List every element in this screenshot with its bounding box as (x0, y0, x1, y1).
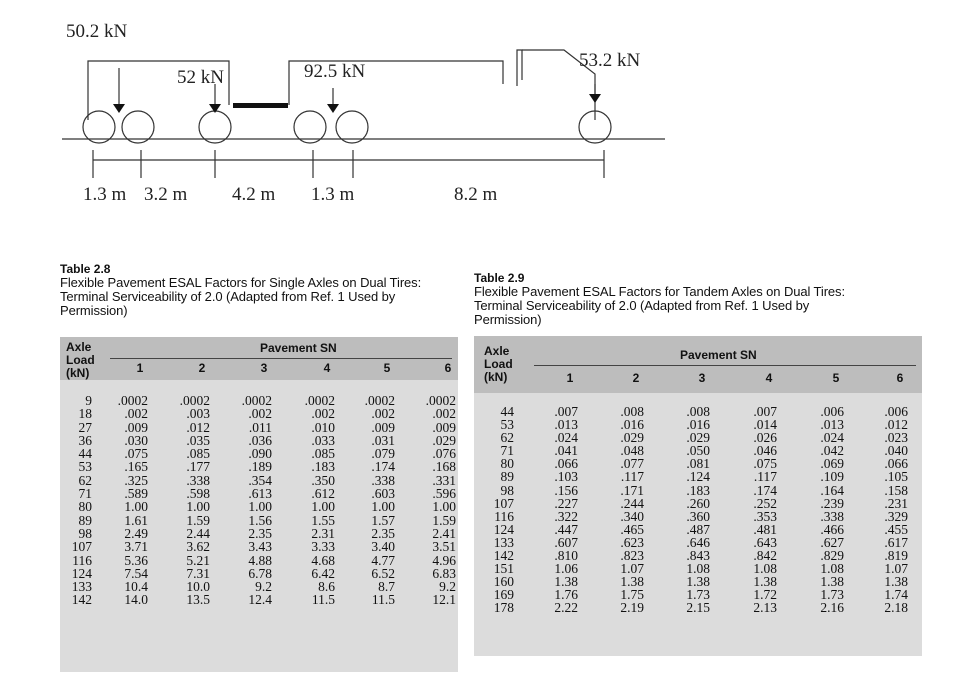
esal-factor-cell: .002 (124, 406, 148, 422)
esal-factor-cell: .338 (186, 472, 210, 488)
esal-factor-cell: .077 (620, 456, 644, 472)
esal-factor-cell: 1.38 (686, 574, 710, 590)
esal-factor-cell: .0002 (179, 393, 210, 408)
esal-factor-cell: 9.2 (255, 579, 272, 595)
esal-factor-cell: .156 (554, 482, 578, 498)
esal-factor-cell: .066 (554, 456, 578, 472)
esal-factor-cell: 8.6 (318, 579, 335, 595)
esal-factor-cell: .046 (753, 443, 777, 459)
esal-factor-cell: .0002 (241, 393, 272, 408)
axle-load-cell: 80 (78, 499, 92, 515)
esal-factor-cell: 1.75 (620, 587, 644, 603)
esal-factor-cell: .627 (820, 534, 844, 550)
sn-column-header: 1 (136, 361, 144, 375)
esal-factor-cell: .008 (686, 404, 710, 419)
esal-factor-cell: 5.36 (124, 552, 148, 568)
esal-factor-cell: .031 (371, 432, 395, 448)
esal-factor-cell: .354 (248, 472, 272, 488)
esal-factor-cell: .465 (620, 521, 644, 537)
esal-factor-cell: 11.5 (371, 592, 395, 608)
esal-factor-cell: .165 (124, 459, 148, 475)
arrow-head-1 (113, 104, 125, 113)
esal-factor-cell: 7.54 (124, 565, 148, 581)
load-label-1: 50.2 kN (66, 21, 128, 42)
esal-factor-cell: 9.2 (439, 579, 456, 595)
esal-factor-cell: .109 (820, 469, 844, 485)
esal-factor-cell: 6.42 (311, 565, 335, 581)
esal-factor-cell: .035 (186, 432, 210, 448)
esal-factor-cell: .338 (371, 472, 395, 488)
esal-factor-cell: .231 (884, 495, 908, 511)
axle-load-cell: 9 (85, 393, 92, 408)
esal-factor-cell: .075 (753, 456, 777, 472)
esal-factor-cell: 13.5 (186, 592, 210, 608)
esal-factor-cell: .013 (820, 417, 844, 433)
axle-load-cell: 89 (78, 512, 92, 528)
esal-factor-cell: .171 (620, 482, 644, 498)
sn-column-header: 6 (896, 371, 904, 385)
esal-factor-cell: .009 (124, 419, 148, 435)
header-rule (534, 365, 916, 366)
esal-factor-cell: .589 (124, 486, 148, 502)
esal-factor-cell: 1.38 (820, 574, 844, 590)
table-2-8 (60, 262, 456, 318)
esal-factor-cell: 12.4 (248, 592, 272, 608)
wheel-1 (83, 111, 115, 143)
esal-factor-cell: 1.07 (884, 561, 908, 577)
esal-factor-cell: 1.56 (248, 512, 272, 528)
esal-factor-cell: .481 (753, 521, 777, 537)
table-caption-line-2: Terminal Serviceability of 2.0 (Adapted from Ref. 1 Used by (60, 289, 396, 304)
table-number: Table 2.9 (474, 271, 525, 285)
esal-factor-cell: 1.08 (820, 561, 844, 577)
table-caption-line-3: Permission) (60, 303, 128, 318)
esal-factor-cell: .006 (884, 404, 908, 419)
esal-factor-cell: 6.83 (432, 565, 456, 581)
esal-factor-cell: 1.76 (554, 587, 578, 603)
esal-factor-cell: 1.55 (311, 512, 335, 528)
esal-factor-cell: 2.16 (820, 600, 844, 616)
load-label-3: 92.5 kN (304, 61, 366, 82)
esal-factor-cell: .117 (753, 469, 777, 485)
esal-factor-cell: 14.0 (124, 592, 148, 608)
esal-factor-cell: .029 (432, 432, 456, 448)
axle-load-cell: 62 (78, 472, 92, 488)
sn-column-header: 3 (698, 371, 706, 385)
esal-factor-cell: 10.0 (186, 579, 210, 595)
axle-load-cell: 71 (78, 486, 92, 502)
esal-factor-cell: .124 (686, 469, 710, 485)
esal-factor-cell: .012 (884, 417, 908, 433)
esal-factor-cell: .607 (554, 534, 578, 550)
esal-factor-cell: .016 (620, 417, 644, 433)
esal-factor-cell: 1.38 (753, 574, 777, 590)
esal-factor-cell: .174 (753, 482, 777, 498)
axle-load-cell: 107 (71, 539, 92, 555)
esal-factor-cell: .0002 (117, 393, 148, 408)
esal-factor-cell: 1.00 (248, 499, 272, 515)
esal-factor-cell: 2.49 (124, 525, 148, 541)
esal-factor-cell: .183 (311, 459, 335, 475)
esal-factor-cell: .360 (686, 508, 710, 524)
axle-load-cell: 133 (71, 579, 92, 595)
esal-factor-cell: .085 (311, 446, 335, 462)
esal-factor-cell: .009 (371, 419, 395, 435)
axle-load-cell: 44 (500, 404, 514, 419)
esal-factor-cell: 11.5 (311, 592, 335, 608)
arrow-head-3 (327, 104, 339, 113)
esal-factor-cell: .353 (753, 508, 777, 524)
esal-factor-cell: 2.15 (686, 600, 710, 616)
load-label-2: 52 kN (177, 67, 224, 88)
esal-factor-cell: 2.31 (311, 525, 335, 541)
esal-factor-cell: .069 (820, 456, 844, 472)
esal-factor-cell: .0002 (304, 393, 335, 408)
esal-factor-cell: 3.43 (248, 539, 272, 555)
esal-factor-cell: .0002 (425, 393, 456, 408)
sn-column-header: 2 (632, 371, 640, 385)
esal-factor-cell: .260 (686, 495, 710, 511)
esal-factor-cell: .050 (686, 443, 710, 459)
esal-factor-cell: .105 (884, 469, 908, 485)
arrow-head-4 (589, 94, 601, 103)
esal-factor-cell: .002 (311, 406, 335, 422)
esal-factor-cell: 2.35 (248, 525, 272, 541)
esal-factor-cell: .823 (620, 548, 644, 564)
spacing-label-1: 1.3 m (83, 184, 127, 205)
cab-rear-wall (517, 50, 522, 86)
esal-factor-cell: 1.57 (371, 512, 395, 528)
esal-factor-cell: 1.73 (686, 587, 710, 603)
esal-factor-cell: .244 (620, 495, 644, 511)
axle-load-cell: 124 (493, 521, 514, 537)
esal-factor-cell: 1.38 (554, 574, 578, 590)
esal-factor-cell: 1.00 (311, 499, 335, 515)
esal-factor-cell: .0002 (364, 393, 395, 408)
axle-load-cell: 98 (78, 525, 92, 541)
esal-factor-cell: .011 (248, 419, 272, 435)
esal-factor-cell: .227 (554, 495, 578, 511)
esal-factor-cell: .466 (820, 521, 844, 537)
esal-factor-cell: .016 (686, 417, 710, 433)
esal-factor-cell: .029 (620, 430, 644, 446)
esal-factor-cell: .623 (620, 534, 644, 550)
esal-factor-cell: .030 (124, 432, 148, 448)
sn-column-header: 1 (566, 371, 574, 385)
esal-factor-cell: .177 (186, 459, 210, 475)
esal-factor-cell: .842 (753, 548, 777, 564)
esal-factor-cell: 1.73 (820, 587, 844, 603)
esal-factor-cell: .029 (686, 430, 710, 446)
esal-factor-cell: .239 (820, 495, 844, 511)
axle-load-cell: 71 (500, 443, 514, 459)
esal-factor-cell: 3.71 (124, 539, 148, 555)
esal-factor-cell: .040 (884, 443, 908, 459)
esal-factor-cell: .024 (820, 430, 844, 446)
spacing-label-5: 8.2 m (454, 184, 498, 205)
esal-factor-cell: .002 (371, 406, 395, 422)
esal-factor-cell: 8.7 (378, 579, 395, 595)
esal-factor-cell: .066 (884, 456, 908, 472)
esal-factor-cell: .819 (884, 548, 908, 564)
esal-factor-cell: 4.88 (248, 552, 272, 568)
esal-factor-cell: 4.96 (432, 552, 456, 568)
spacing-label-3: 4.2 m (232, 184, 276, 205)
esal-factor-cell: .447 (554, 521, 578, 537)
axle-load-cell: 44 (78, 446, 92, 462)
spacing-label-4: 1.3 m (311, 184, 355, 205)
axle-load-cell: 80 (500, 456, 514, 472)
esal-factor-cell: .613 (248, 486, 272, 502)
axle-load-cell: 133 (493, 534, 514, 550)
esal-factor-cell: 1.74 (884, 587, 908, 603)
esal-factor-cell: 2.44 (186, 525, 210, 541)
esal-factor-cell: .041 (554, 443, 578, 459)
esal-factor-cell: .090 (248, 446, 272, 462)
table-number: Table 2.8 (60, 262, 111, 276)
esal-factor-cell: .338 (820, 508, 844, 524)
spacing-label-2: 3.2 m (144, 184, 188, 205)
esal-factor-cell: .023 (884, 430, 908, 446)
esal-factor-cell: .843 (686, 548, 710, 564)
esal-factor-cell: .598 (186, 486, 210, 502)
esal-factor-cell: .810 (554, 548, 578, 564)
esal-factor-cell: 1.00 (124, 499, 148, 515)
esal-factor-cell: .075 (124, 446, 148, 462)
esal-factor-cell: 3.51 (432, 539, 456, 555)
axle-load-cell: 18 (78, 406, 92, 422)
axle-load-cell: 178 (493, 600, 514, 616)
axle-load-cell: 53 (500, 417, 514, 433)
sn-column-header: 5 (832, 371, 840, 385)
esal-factor-cell: 4.77 (371, 552, 395, 568)
sn-column-header: 5 (383, 361, 391, 375)
esal-factor-cell: .026 (753, 430, 777, 446)
esal-factor-cell: 1.00 (371, 499, 395, 515)
header-rule (110, 358, 452, 359)
esal-factor-cell: .010 (311, 419, 335, 435)
axle-load-cell: 107 (493, 495, 514, 511)
table-2-9-body (474, 336, 922, 656)
esal-factor-cell: 2.22 (554, 600, 578, 616)
esal-factor-cell: 6.78 (248, 565, 272, 581)
esal-factor-cell: 2.18 (884, 600, 908, 616)
esal-factor-cell: .643 (753, 534, 777, 550)
esal-factor-cell: .036 (248, 432, 272, 448)
esal-factor-cell: 1.08 (753, 561, 777, 577)
esal-factor-cell: .325 (124, 472, 148, 488)
truck-axle-diagram (0, 0, 966, 230)
table-caption-line-2: Terminal Serviceability of 2.0 (Adapted from Ref. 1 Used by (474, 298, 810, 313)
axle-load-cell: 142 (493, 548, 514, 564)
esal-factor-cell: .617 (884, 534, 908, 550)
axle-load-cell: 27 (78, 419, 92, 435)
esal-factor-cell: 1.07 (620, 561, 644, 577)
esal-factor-cell: .042 (820, 443, 844, 459)
axle-load-cell: 151 (493, 561, 514, 577)
esal-factor-cell: 1.00 (432, 499, 456, 515)
esal-factor-cell: .189 (248, 459, 272, 475)
esal-factor-cell: 6.52 (371, 565, 395, 581)
esal-factor-cell: .487 (686, 521, 710, 537)
sn-column-header: 2 (198, 361, 206, 375)
sn-column-header: 4 (765, 371, 773, 385)
esal-factor-cell: 2.41 (432, 525, 456, 541)
esal-factor-cell: 3.62 (186, 539, 210, 555)
esal-factor-cell: .329 (884, 508, 908, 524)
esal-factor-cell: 1.00 (186, 499, 210, 515)
axle-load-cell: 142 (71, 592, 92, 608)
esal-factor-cell: 2.19 (620, 600, 644, 616)
esal-factor-cell: .596 (432, 486, 456, 502)
esal-factor-cell: .006 (820, 404, 844, 419)
esal-factor-cell: 1.59 (432, 512, 456, 528)
esal-factor-cell: .013 (554, 417, 578, 433)
esal-factor-cell: .009 (432, 419, 456, 435)
esal-factor-cell: .322 (554, 508, 578, 524)
wheel-4 (294, 111, 326, 143)
pavement-sn-header: Pavement SN (680, 348, 757, 362)
esal-factor-cell: .331 (432, 472, 456, 488)
load-label-4: 53.2 kN (579, 50, 641, 71)
table-2-9 (474, 271, 924, 327)
esal-factor-cell: 2.13 (753, 600, 777, 616)
esal-factor-cell: .603 (371, 486, 395, 502)
esal-factor-cell: .350 (311, 472, 335, 488)
axle-load-cell: 98 (500, 482, 514, 498)
esal-factor-cell: .081 (686, 456, 710, 472)
axle-load-cell: 89 (500, 469, 514, 485)
drawbar (233, 103, 288, 108)
wheel-5 (336, 111, 368, 143)
wheel-2 (122, 111, 154, 143)
esal-factor-cell: .002 (432, 406, 456, 422)
esal-factor-cell: 3.40 (371, 539, 395, 555)
axle-load-header: Axle Load (kN) (484, 344, 513, 384)
table-caption-line-3: Permission) (474, 312, 542, 327)
axle-load-cell: 53 (78, 459, 92, 475)
esal-factor-cell: .174 (371, 459, 395, 475)
esal-factor-cell: .168 (432, 459, 456, 475)
esal-factor-cell: 10.4 (124, 579, 148, 595)
esal-factor-cell: .076 (432, 446, 456, 462)
esal-factor-cell: .014 (753, 417, 777, 433)
esal-factor-cell: 5.21 (186, 552, 210, 568)
axle-load-cell: 116 (72, 552, 92, 568)
esal-factor-cell: .340 (620, 508, 644, 524)
esal-factor-cell: .158 (884, 482, 908, 498)
sn-column-header: 4 (323, 361, 331, 375)
sn-column-header: 6 (444, 361, 452, 375)
esal-factor-cell: 1.38 (620, 574, 644, 590)
esal-factor-cell: 7.31 (186, 565, 210, 581)
esal-factor-cell: 1.61 (124, 512, 148, 528)
esal-factor-cell: 2.35 (371, 525, 395, 541)
esal-factor-cell: .085 (186, 446, 210, 462)
esal-factor-cell: .079 (371, 446, 395, 462)
axle-load-cell: 36 (78, 432, 92, 448)
esal-factor-cell: .612 (311, 486, 335, 502)
axle-load-cell: 124 (71, 565, 92, 581)
esal-factor-cell: .024 (554, 430, 578, 446)
esal-factor-cell: 1.59 (186, 512, 210, 528)
esal-factor-cell: .002 (248, 406, 272, 422)
table-header (474, 336, 922, 393)
axle-load-cell: 169 (493, 587, 514, 603)
esal-factor-cell: 12.1 (432, 592, 456, 608)
wheel-3 (199, 111, 231, 143)
esal-factor-cell: .007 (554, 404, 578, 419)
esal-factor-cell: .048 (620, 443, 644, 459)
esal-factor-cell: .252 (753, 495, 777, 511)
esal-factor-cell: 3.33 (311, 539, 335, 555)
axle-load-cell: 160 (493, 574, 514, 590)
esal-factor-cell: 1.38 (884, 574, 908, 590)
table-header (60, 337, 458, 380)
axle-load-header: Axle Load (kN) (66, 340, 95, 380)
esal-factor-cell: .829 (820, 548, 844, 564)
esal-factor-cell: .007 (753, 404, 777, 419)
esal-factor-cell: 1.72 (753, 587, 777, 603)
esal-factor-cell: .183 (686, 482, 710, 498)
esal-factor-cell: .003 (186, 406, 210, 422)
table-2-8-body (60, 337, 458, 672)
axle-load-cell: 116 (494, 508, 514, 524)
sn-column-header: 3 (260, 361, 268, 375)
esal-factor-cell: .012 (186, 419, 210, 435)
esal-factor-cell: .455 (884, 521, 908, 537)
esal-factor-cell: .008 (620, 404, 644, 419)
table-caption-line-1: Flexible Pavement ESAL Factors for Single Axles on Dual Tires: (60, 275, 422, 290)
esal-factor-cell: .033 (311, 432, 335, 448)
table-caption-line-1: Flexible Pavement ESAL Factors for Tandem Axles on Dual Tires: (474, 284, 845, 299)
esal-factor-cell: 1.06 (554, 561, 578, 577)
esal-factor-cell: .103 (554, 469, 578, 485)
esal-factor-cell: 4.68 (311, 552, 335, 568)
esal-factor-cell: .164 (820, 482, 844, 498)
axle-load-cell: 62 (500, 430, 514, 446)
esal-factor-cell: .117 (620, 469, 644, 485)
pavement-sn-header: Pavement SN (260, 341, 337, 355)
esal-factor-cell: 1.08 (686, 561, 710, 577)
esal-factor-cell: .646 (686, 534, 710, 550)
